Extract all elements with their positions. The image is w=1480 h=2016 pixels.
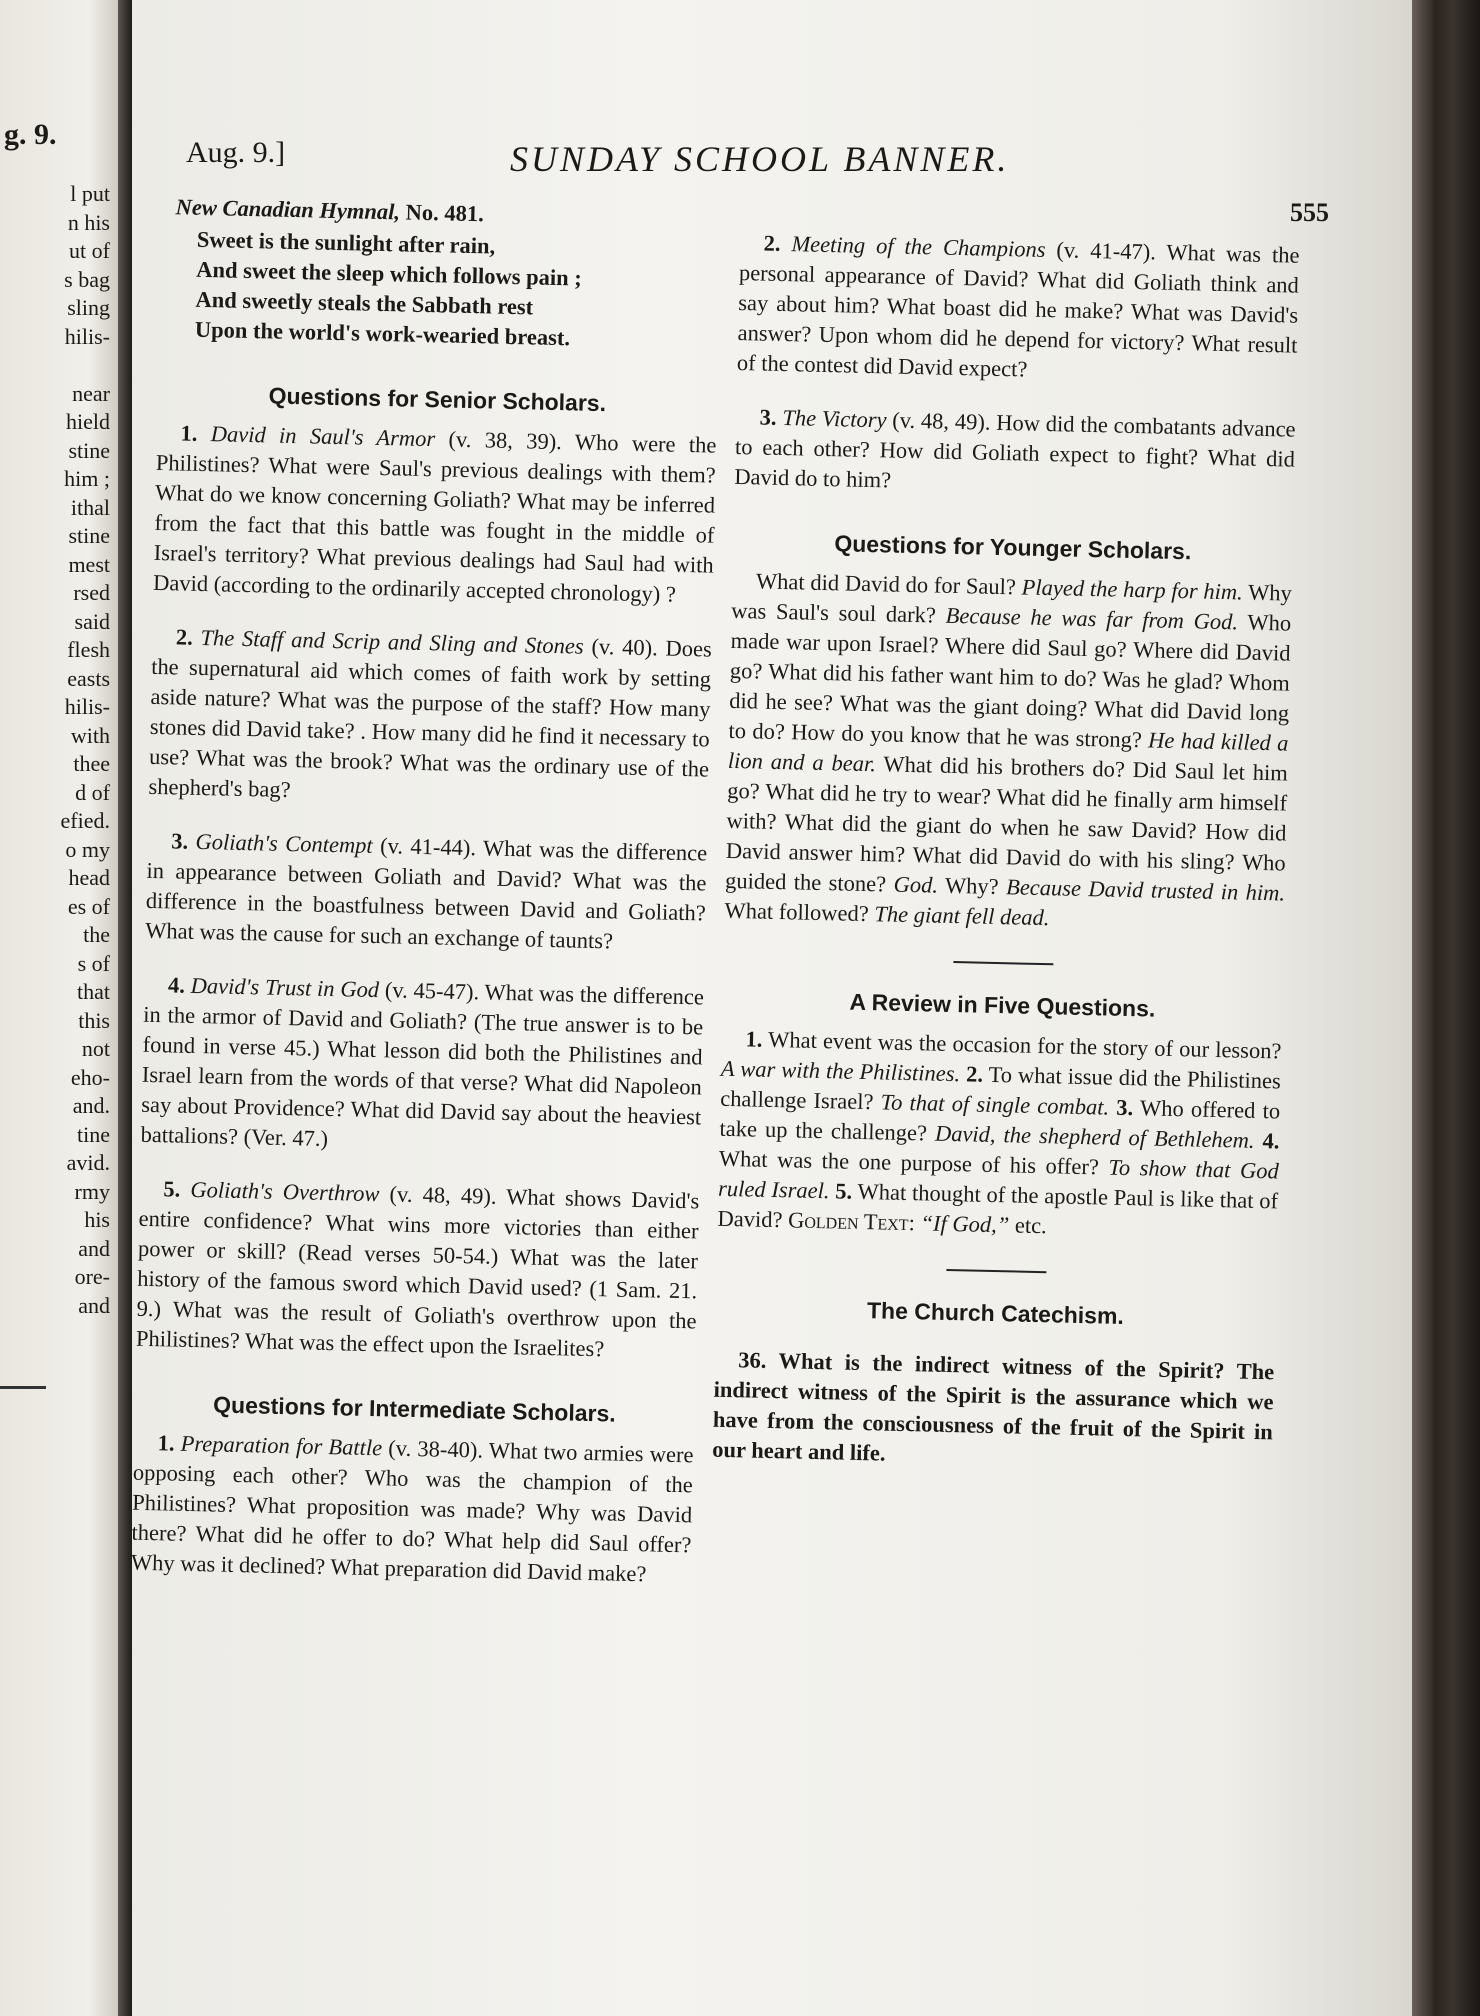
left-page-line-end: this (78, 1007, 110, 1033)
left-page-line-end: es of (67, 893, 110, 919)
senior-question-4 (140, 970, 704, 1163)
left-page-line-end: and. (72, 1093, 110, 1118)
hymn-line: And sweet the sleep which follows pain ; (195, 256, 583, 291)
answer-text: A war with the Philistines. (720, 1055, 961, 1087)
intermediate-question-1 (131, 1428, 694, 1591)
left-page-line-end: and (78, 1292, 110, 1318)
question-text: What was the one purpose of his offer? (718, 1145, 1109, 1180)
item-number: 1. (157, 1430, 175, 1456)
left-page-line-end: tine (77, 1121, 110, 1147)
left-page-line-end: hield (66, 409, 110, 434)
left-page-line-end: head (68, 865, 110, 890)
left-page-line-end: not (81, 1036, 110, 1061)
left-page-running-head: g. 9. (4, 118, 57, 151)
item-title: The Staff and Scrip and Sling and Stones (200, 624, 584, 659)
question-text: Why was Saul's soul dark? (731, 579, 1293, 628)
item-number: 1. (180, 420, 198, 446)
question-text: What event was the occasion for the story of our lesson? (762, 1026, 1282, 1064)
item-number: 2. (175, 624, 194, 650)
left-page-line-end: rsed (73, 580, 110, 605)
item-title: Goliath's Overthrow (190, 1176, 380, 1207)
left-page-line-end: efied. (60, 808, 110, 833)
section-divider (953, 961, 1053, 965)
left-page-line-end: rmy (74, 1178, 110, 1204)
question-text: Who offered to take up the challenge? (719, 1095, 1281, 1146)
question-text: To what issue did the Philistines challenge Israel? (719, 1061, 1282, 1115)
left-page-line-end: hilis- (64, 323, 110, 349)
item-number: 5. (163, 1176, 181, 1202)
page-number: 555 (1290, 198, 1329, 227)
left-page-line-end: hilis- (64, 694, 110, 719)
running-head-title: SUNDAY SCHOOL BANNER. (510, 139, 1010, 179)
left-page-line-end (0, 351, 112, 380)
younger-heading: Questions for Younger Scholars. (834, 530, 1192, 565)
question-text: What did his brothers do? Did Saul let him go? What did he try to wear? What did he finally arm himself with? What did the giant do when he saw David? How did David answer him? What did David do with his sling? Who guided the stone? (724, 751, 1289, 897)
answer-text: Played the harp for him. (1021, 574, 1244, 605)
left-page-line-end: l put (70, 181, 110, 206)
item-title: Goliath's Contempt (195, 828, 374, 858)
review-heading: A Review in Five Questions. (849, 988, 1156, 1022)
catechism-heading: The Church Catechism. (866, 1297, 1125, 1329)
left-page-line-end: flesh (67, 637, 110, 662)
hymn-book-title: New Canadian Hymnal, (175, 194, 401, 225)
left-page-line-end: mest (68, 551, 110, 577)
left-page-line-end: ut of (69, 238, 110, 263)
left-column (130, 192, 722, 1614)
item-text: (v. 38, 39). Who were the Philistines? What were Saul's previous dealings with them? What do we know concerning Goliath? What may be inferred from the fact that this battle was fought in the middle of Israel's territory? What previous dealings had Saul had with David (according to the ordinarily accepted chronology) ? (152, 426, 717, 607)
book-gutter (118, 0, 132, 2016)
left-page-line-ends (0, 180, 112, 1320)
question-text: Why? (937, 872, 1007, 900)
running-head-date: Aug. 9.] (186, 136, 286, 169)
answer-text: He had killed a lion and a bear. (727, 727, 1289, 777)
intermediate-question-3 (734, 402, 1296, 505)
item-text: (v. 48, 49). What shows David's entire confidence? What wins more victories than either power or skill? (Read verses 50-54.) What was the later history of the famous sword which David used? (1 Sam. 21. 9.) What was the result of Goliath's overthrow upon the Philistines? What was the effect upon the Israelites? (135, 1181, 700, 1362)
left-page-line-end: him ; (64, 466, 110, 491)
hymn-line: Upon the world's work-wearied breast. (194, 316, 571, 351)
review-questions (717, 1024, 1282, 1247)
younger-questions (724, 566, 1292, 939)
left-page-line-end: with (70, 722, 110, 748)
senior-question-2 (148, 622, 712, 815)
left-page-line-end: ithal (70, 494, 110, 520)
right-column (711, 228, 1299, 1499)
hymn-line: And sweetly steals the Sabbath rest (195, 286, 534, 320)
question-text: What did David do for Saul? (755, 568, 1022, 600)
golden-text-label: Golden Text (787, 1207, 909, 1236)
answer-text: David, the shepherd of Bethlehem. (934, 1120, 1255, 1153)
left-page-line-end: s bag (64, 266, 110, 292)
left-page-edge (0, 0, 118, 2016)
question-text: Who made war upon Israel? Where did Saul go? Where did David go? What did his father want him to do? Was he glad? Whom did he see? What was the giant doing? What did David long to do? How do you know that he was strong? (728, 609, 1292, 753)
senior-heading: Questions for Senior Scholars. (268, 382, 607, 417)
item-title: David's Trust in God (190, 972, 380, 1003)
question-text: : (908, 1210, 921, 1236)
answer-text: The giant fell dead. (874, 901, 1050, 931)
hymn-line: Sweet is the sunlight after rain, (196, 226, 496, 259)
item-text: (v. 41-47). What was the personal appearance of David? What did Goliath think and say about him? What boast did he make? What was David's answer? Upon whom did he depend for victory? What result of the contest did David expect? (736, 236, 1300, 382)
left-page-line-end: easts (67, 665, 110, 691)
item-text: (v. 48, 49). How did the combatants advance to each other? How did Goliath expect to fight? What did David do to him? (734, 407, 1296, 493)
item-number: 5. (829, 1178, 853, 1204)
senior-question-3 (145, 826, 708, 959)
senior-question-5 (136, 1174, 700, 1367)
left-page-line-end: avid. (66, 1150, 110, 1175)
catechism-text: What is the indirect witness of the Spirit? The indirect witness of the Spirit is the assurance which we have from the consciousness of the fruit of the Spirit in our heart and life. (712, 1347, 1275, 1466)
left-page-line-end: sling (67, 295, 110, 320)
left-page-line-end: s of (77, 950, 110, 976)
left-page-line-end: that (77, 979, 110, 1004)
item-text: (v. 38-40). What two armies were opposing each other? Who was the champion of the Philistines? What proposition was made? Why was David there? What did he offer to do? What help did Saul offer? Why was it declined? What preparation did David make? (130, 1435, 694, 1587)
left-page-line-end: thee (73, 751, 110, 776)
item-number: 4. (167, 972, 186, 998)
answer-text: To that of single combat. (880, 1089, 1110, 1120)
item-text: (v. 41-44). What was the difference in appearance between Goliath and David? What was the difference in the boastfulness between David and Goliath? What was the cause for such an exchange of taunts? (144, 832, 708, 954)
item-title: The Victory (782, 405, 887, 433)
left-page-line-end: stine (68, 437, 110, 463)
intermediate-question-2 (737, 228, 1300, 391)
left-page-line-end: d of (75, 779, 110, 805)
answer-text: Because David trusted in him. (1005, 874, 1286, 906)
left-page-rule (0, 1386, 46, 1389)
question-text: What followed? (724, 897, 875, 927)
item-title: David in Saul's Armor (210, 421, 436, 452)
intermediate-heading: Questions for Intermediate Scholars. (212, 1391, 616, 1427)
answer-text: To show that God ruled Israel. (717, 1154, 1280, 1204)
left-page-line-end: eho- (70, 1064, 110, 1090)
question-text: What thought of the apostle Paul is like that of David? (717, 1178, 1279, 1233)
item-title: Meeting of the Champions (791, 231, 1046, 262)
item-number: 3. (759, 404, 777, 430)
section-divider (946, 1269, 1046, 1273)
item-number: 1. (745, 1026, 763, 1052)
item-text: (v. 45-47). What was the difference in the armor of David and Goliath? (The true answer is to be found in verse 45.) What lesson did both the Philistines and Israel learn from the words of that verse? What did Napoleon say about Providence? What did David say about the heaviest battalions? (Ver. 47.) (140, 977, 705, 1152)
item-number: 2. (763, 230, 781, 256)
left-page-line-end: said (74, 608, 110, 634)
hymn-number: No. 481. (405, 199, 485, 227)
catechism-question (712, 1344, 1275, 1477)
left-page-line-end: stine (68, 523, 110, 548)
item-number: 4. (1254, 1127, 1280, 1154)
left-page-line-end: and (78, 1235, 110, 1261)
left-page-line-end: o my (65, 836, 110, 862)
senior-question-1 (153, 418, 717, 611)
book-edge-shadow (1412, 0, 1480, 2016)
answer-text: God. (893, 871, 939, 898)
left-page-line-end: near (72, 380, 110, 406)
item-title: Preparation for Battle (180, 1430, 383, 1461)
item-number: 3. (1108, 1094, 1134, 1121)
answer-text: Because he was far from God. (945, 602, 1239, 635)
item-text: (v. 40). Does the supernatural aid which comes of faith work by setting aside nature? What was the purpose of the staff? How many stones did David take? . How many did he find it necessary to use? What was the brook? What was the ordinary use of the shepherd's bag? (148, 633, 713, 803)
left-page-line-end: ore- (74, 1264, 110, 1289)
left-page-line-end: n his (67, 209, 110, 235)
left-page-line-end: his (84, 1207, 110, 1232)
item-number: 3. (170, 828, 189, 854)
item-number: 2. (959, 1061, 984, 1087)
question-text: etc. (1008, 1212, 1048, 1239)
answer-text: “If God,” (920, 1210, 1010, 1238)
left-page-line-end: the (83, 922, 110, 947)
catechism-number: 36. (738, 1346, 767, 1373)
